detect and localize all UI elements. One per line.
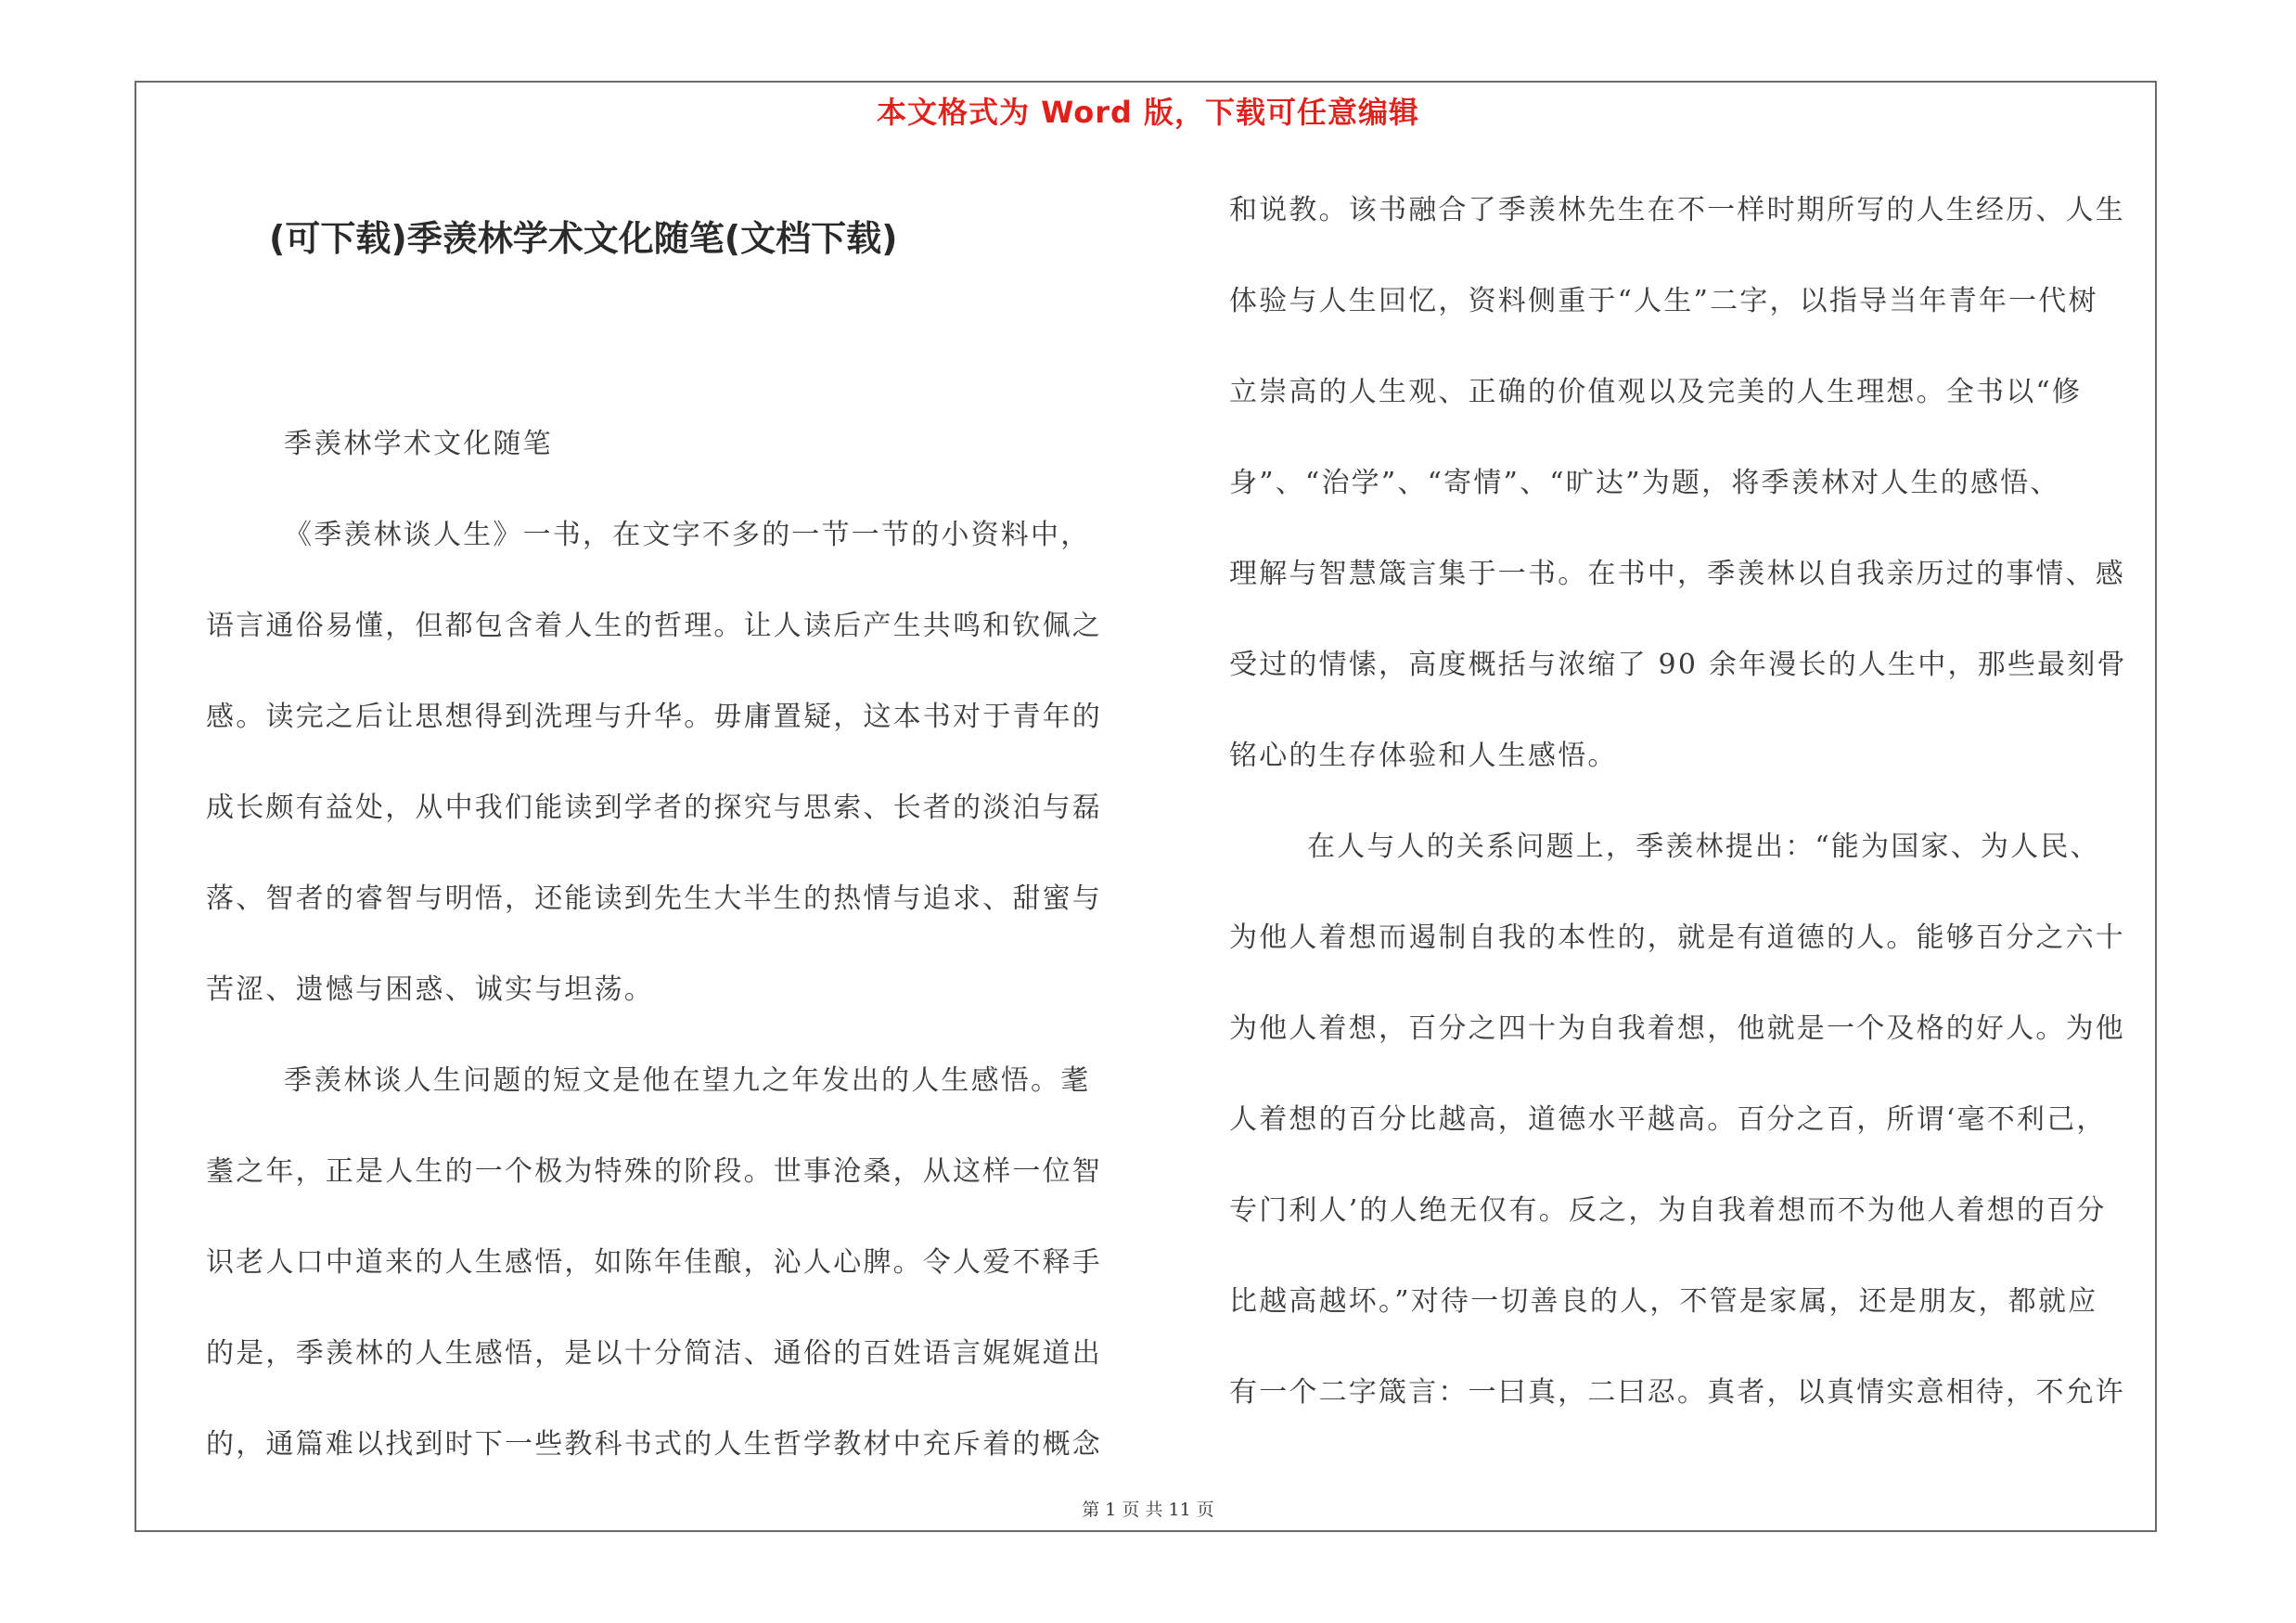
- text-line: 为他人着想，百分之四十为自我着想，他就是一个及格的好人。为他: [1229, 1012, 2125, 1045]
- text-line: 苦涩、遗憾与困惑、诚实与坦荡。: [206, 973, 654, 1006]
- text-line: 比越高越坏。”对待一切善良的人，不管是家属，还是朋友，都就应: [1229, 1285, 2098, 1318]
- text-line: 和说教。该书融合了季羡林先生在不一样时期所写的人生经历、人生: [1229, 194, 2125, 226]
- text-line: 的，通篇难以找到时下一些教科书式的人生哲学教材中充斥着的概念: [206, 1428, 1102, 1461]
- text-line: 在人与人的关系问题上，季羡林提出：“能为国家、为人民、: [1307, 831, 2100, 863]
- text-line: 感。读完之后让思想得到洗理与升华。毋庸置疑，这本书对于青年的: [206, 701, 1102, 733]
- page-number-footer: 第 1 页 共 11 页: [1082, 1500, 1214, 1520]
- document-title: (可下载)季羡林学术文化随笔(文档下载): [269, 218, 898, 259]
- text-line: 身”、“治学”、“寄情”、“旷达”为题，将季羡林对人生的感悟、: [1229, 467, 2060, 499]
- text-line: 识老人口中道来的人生感悟，如陈年佳酿，沁人心脾。令人爱不释手: [206, 1246, 1102, 1279]
- text-line: 的是，季羡林的人生感悟，是以十分简洁、通俗的百姓语言娓娓道出: [206, 1337, 1102, 1370]
- text-line: 专门利人’的人绝无仅有。反之，为自我着想而不为他人着想的百分: [1229, 1194, 2107, 1227]
- text-line: 季羡林学术文化随笔: [284, 428, 553, 460]
- edit-notice-banner: 本文格式为 Word 版，下载可任意编辑: [876, 95, 1420, 130]
- text-line: 《季羡林谈人生》一书，在文字不多的一节一节的小资料中，: [284, 519, 1091, 551]
- text-line: 语言通俗易懂，但都包含着人生的哲理。让人读后产生共鸣和钦佩之: [206, 610, 1102, 642]
- text-line: 落、智者的睿智与明悟，还能读到先生大半生的热情与追求、甜蜜与: [206, 882, 1102, 915]
- text-line: 为他人着想而遏制自我的本性的，就是有道德的人。能够百分之六十: [1229, 921, 2125, 954]
- left-column: [206, 399, 1102, 1490]
- text-line: 受过的情愫，高度概括与浓缩了 90 余年漫长的人生中，那些最刻骨: [1229, 649, 2127, 681]
- text-line: 体验与人生回忆，资料侧重于“人生”二字，以指导当年青年一代树: [1229, 285, 2098, 317]
- text-line: 立崇高的人生观、正确的价值观以及完美的人生理想。全书以“修: [1229, 376, 2083, 408]
- text-line: 理解与智慧箴言集于一书。在书中，季羡林以自我亲历过的事情、感: [1229, 558, 2125, 590]
- text-line: 成长颇有益处，从中我们能读到学者的探究与思索、长者的淡泊与磊: [206, 792, 1102, 824]
- right-column: [1229, 165, 2127, 1438]
- text-line: 铭心的生存体验和人生感悟。: [1229, 740, 1618, 772]
- text-line: 季羡林谈人生问题的短文是他在望九之年发出的人生感悟。耄: [284, 1064, 1091, 1097]
- text-line: 有一个二字箴言：一曰真，二曰忍。真者，以真情实意相待，不允许: [1229, 1376, 2125, 1409]
- text-line: 人着想的百分比越高，道德水平越高。百分之百，所谓‘毫不利己，: [1229, 1103, 2107, 1136]
- text-line: 耋之年，正是人生的一个极为特殊的阶段。世事沧桑，从这样一位智: [206, 1155, 1102, 1188]
